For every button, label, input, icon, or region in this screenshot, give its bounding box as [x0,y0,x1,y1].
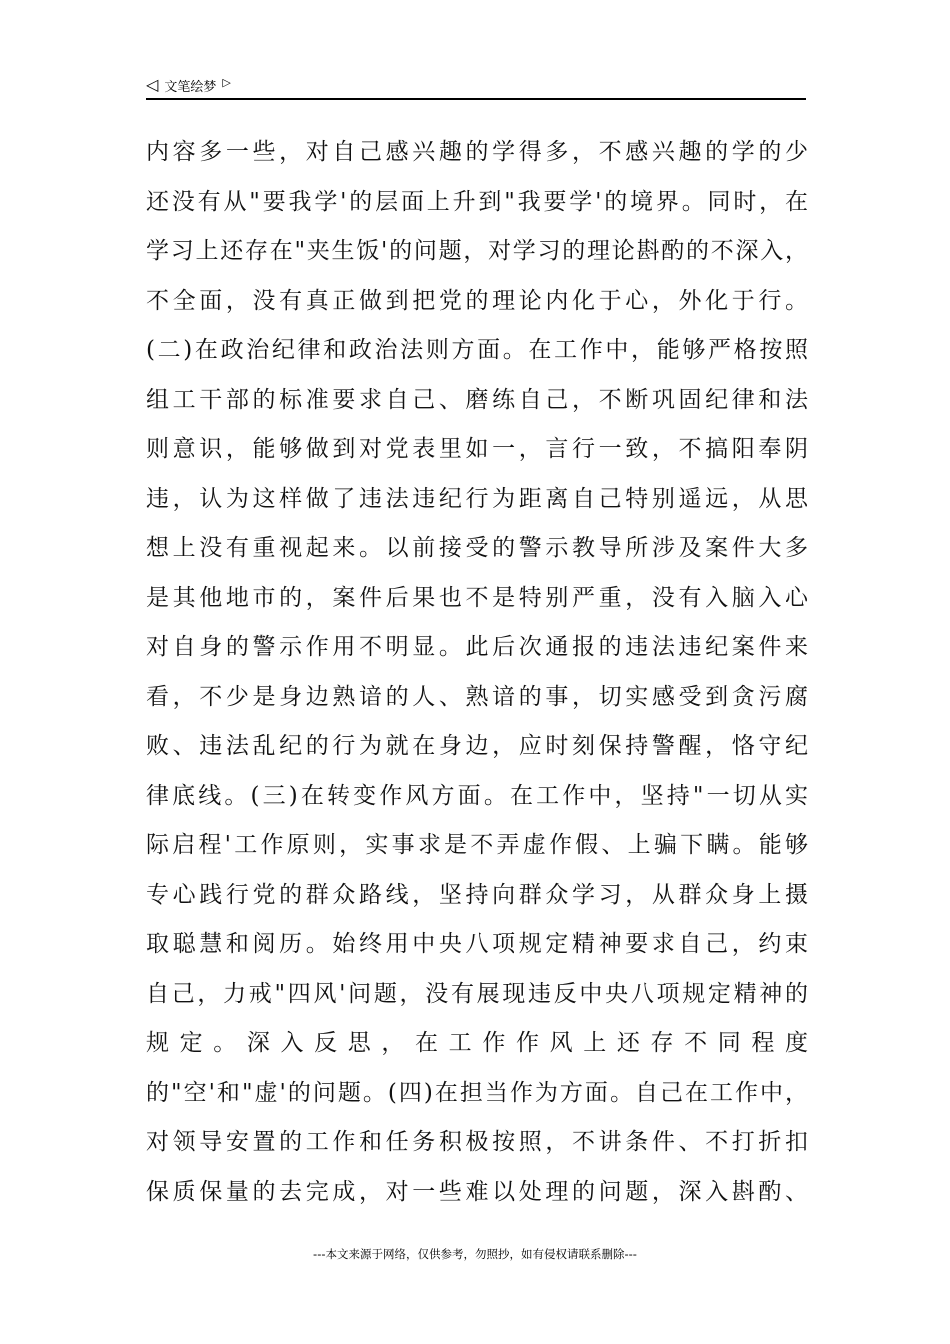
text-line: 是其他地市的，案件后果也不是特别严重，没有入脑入心 [146,584,808,611]
text-line: 看，不少是身边熟谙的人、熟谙的事，切实感受到贪污腐 [146,683,808,710]
footer-notice: ---本文来源于网络，仅供参考，勿照抄，如有侵权请联系删除--- [313,1247,637,1261]
text-line: 不全面，没有真正做到把党的理论内化于心，外化于行。 [146,287,808,314]
text-line: 学习上还存在"夹生饭'的问题，对学习的理论斟酌的不深入， [146,238,808,264]
text-line: 还没有从"要我学'的层面上升到"我要学'的境界。同时，在 [146,188,808,215]
text-line: 对领导安置的工作和任务积极按照，不讲条件、不打折扣 [146,1129,808,1155]
text-line: 的"空'和"虚'的问题。(四)在担当作为方面。自己在工作中， [146,1079,808,1106]
text-line: 保质保量的去完成，对一些难以处理的问题，深入斟酌、 [146,1178,808,1205]
triangle-right-icon: ▷ [222,75,231,89]
text-line: (二)在政治纪律和政治法则方面。在工作中，能够严格按照 [146,337,808,363]
text-line: 违，认为这样做了违法违纪行为距离自己特别遥远，从思 [146,485,808,512]
text-line: 际启程'工作原则，实事求是不弄虚作假、上骗下瞒。能够 [146,832,808,858]
text-line: 规定。深入反思，在工作作风上还存不同程度 [146,1030,808,1056]
text-line: 组工干部的标准要求自己、磨练自己，不断巩固纪律和法 [146,386,808,413]
text-line: 律底线。(三)在转变作风方面。在工作中，坚持"一切从实 [146,782,808,809]
text-line: 专心践行党的群众路线，坚持向群众学习，从群众身上摄 [146,881,808,908]
text-line: 自己，力戒"四风'问题，没有展现违反中央八项规定精神的 [146,980,808,1007]
text-line: 败、违法乱纪的行为就在身边，应时刻保持警醒，恪守纪 [146,733,808,759]
text-line: 对自身的警示作用不明显。此后次通报的违法违纪案件来 [146,634,808,660]
text-line: 则意识，能够做到对党表里如一，言行一致，不搞阳奉阴 [146,436,808,462]
text-line: 想上没有重视起来。以前接受的警示教导所涉及案件大多 [146,535,808,561]
text-line: 内容多一些，对自己感兴趣的学得多，不感兴趣的学的少 [146,139,808,165]
text-line: 取聪慧和阅历。始终用中央八项规定精神要求自己，约束 [146,931,808,957]
document-body [146,128,808,1217]
triangle-left-icon: ◁ [146,75,159,94]
page-header [146,72,806,100]
header-brand: 文笔绘梦 [164,79,217,95]
